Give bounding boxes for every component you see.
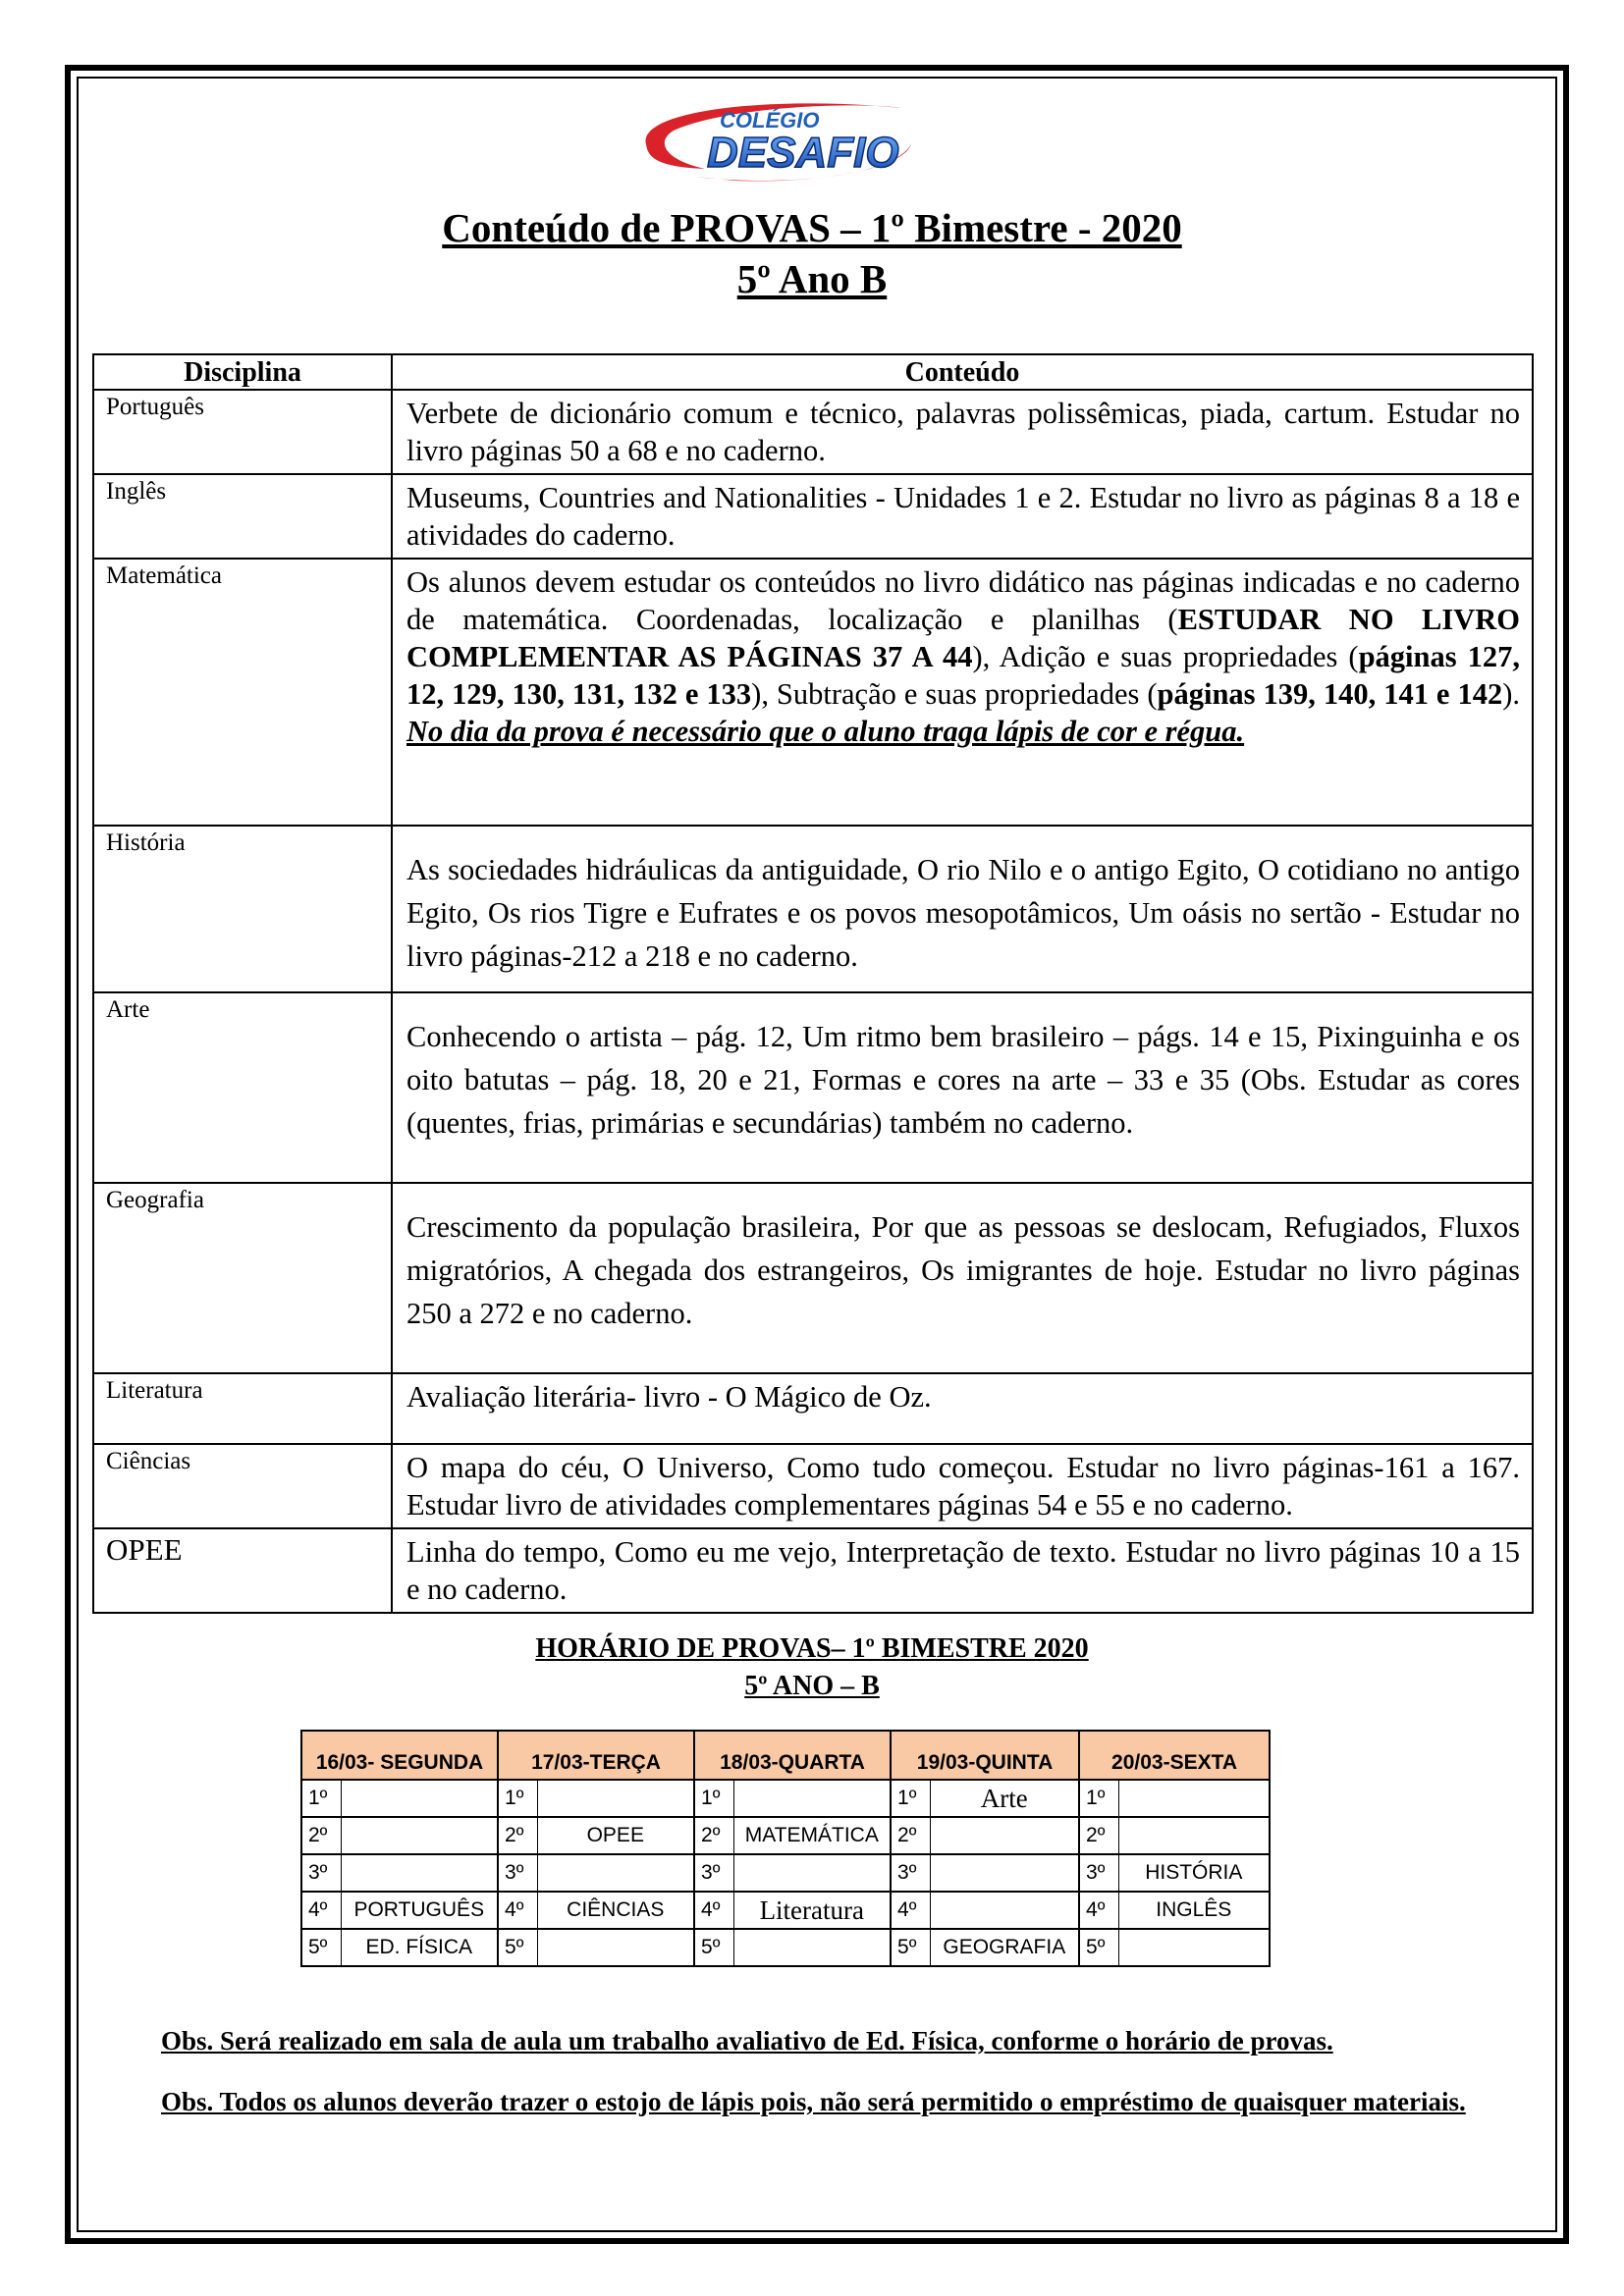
schedule-cell: [537, 1929, 694, 1966]
content-cell: Museums, Countries and Nationalities - Unidades 1 e 2. Estudar no livro as páginas 8 a 18 e atividades do caderno.: [392, 474, 1533, 559]
schedule-cell: Arte: [930, 1780, 1079, 1817]
header-disciplina: Disciplina: [93, 354, 392, 390]
period-label: 4º: [301, 1892, 341, 1929]
content-text: ), Subtração e suas propriedades (: [751, 677, 1158, 711]
table-row: [93, 1373, 1533, 1444]
content-cell: Avaliação literária- livro - O Mágico de Oz.: [392, 1373, 1533, 1444]
schedule-row: [301, 1817, 1270, 1854]
period-label: 2º: [498, 1817, 537, 1854]
schedule-cell: ED. FÍSICA: [341, 1929, 498, 1966]
table-header-row: [93, 354, 1533, 390]
schedule-cell: OPEE: [537, 1817, 694, 1854]
table-row: [93, 474, 1533, 559]
day-header: 16/03- SEGUNDA: [301, 1731, 498, 1780]
table-row: [93, 992, 1533, 1183]
schedule-cell: [537, 1780, 694, 1817]
schedule-subtitle: 5º ANO – B: [744, 1671, 880, 1701]
period-label: 4º: [891, 1892, 930, 1929]
period-label: 2º: [301, 1817, 341, 1854]
schedule-cell: MATEMÁTICA: [733, 1817, 891, 1854]
period-label: 5º: [301, 1929, 341, 1966]
period-label: 5º: [498, 1929, 537, 1966]
svg-text:DESAFIO: DESAFIO: [707, 129, 899, 177]
page-subtitle: 5º Ano B: [736, 256, 888, 301]
content-bold: páginas 139, 140, 141 e 142: [1157, 677, 1503, 711]
schedule-cell: [733, 1854, 891, 1892]
day-header: 19/03-QUINTA: [891, 1731, 1079, 1780]
period-label: 5º: [694, 1929, 733, 1966]
subject-cell: Literatura: [93, 1373, 392, 1444]
period-label: 3º: [891, 1854, 930, 1892]
period-label: 1º: [301, 1780, 341, 1817]
content-bold: ESTUDAR NO LIVRO COMPLEMENTAR AS PÁGINAS 37 A 44: [406, 603, 1521, 673]
table-row: [93, 1183, 1533, 1373]
schedule-row: [301, 1854, 1270, 1892]
period-label: 5º: [1079, 1929, 1118, 1966]
observation-2: Obs. Todos os alunos deverão trazer o estojo de lápis pois, não será permitido o empréstimo de quaisquer materiais.: [161, 2087, 1466, 2116]
school-logo: [617, 90, 931, 188]
period-label: 1º: [498, 1780, 537, 1817]
period-label: 1º: [694, 1780, 733, 1817]
content-cell: Conhecendo o artista – pág. 12, Um ritmo bem brasileiro – págs. 14 e 15, Pixinguinha e os oito batutas – pág. 18, 20 e 21, Formas e cores na arte – 33 e 35 (Obs. Estudar as cores (quentes, frias, primárias e secundárias) também no caderno.: [392, 992, 1533, 1183]
schedule-cell: GEOGRAFIA: [930, 1929, 1079, 1966]
subject-cell: Ciências: [93, 1444, 392, 1528]
subject-cell: Português: [93, 390, 392, 474]
schedule-cell: [733, 1929, 891, 1966]
content-cell: Crescimento da população brasileira, Por que as pessoas se deslocam, Refugiados, Fluxos migratórios, A chegada dos estrangeiros, Os imigrantes de hoje. Estudar no livro páginas 250 a 272 e no caderno.: [392, 1183, 1533, 1373]
schedule-title: HORÁRIO DE PROVAS– 1º BIMESTRE 2020: [535, 1633, 1089, 1664]
content-text: ).: [1502, 677, 1520, 711]
schedule-cell: INGLÊS: [1118, 1892, 1270, 1929]
schedule-row: [301, 1929, 1270, 1966]
content-text: Os alunos devem estudar os conteúdos no livro didático nas páginas indicadas e no caderno de matemática. Coordenadas, localização e planilhas (: [406, 565, 1520, 636]
schedule-cell: CIÊNCIAS: [537, 1892, 694, 1929]
content-note: No dia da prova é necessário que o aluno traga lápis de cor e régua.: [406, 715, 1245, 748]
schedule-table: [300, 1730, 1271, 1967]
schedule-header-row: [301, 1731, 1270, 1780]
content-bold: páginas 127, 12, 129, 130, 131, 132 e 133: [406, 640, 1520, 711]
content-table: [92, 353, 1534, 1614]
schedule-cell: [537, 1854, 694, 1892]
content-cell: As sociedades hidráulicas da antiguidade, O rio Nilo e o antigo Egito, O cotidiano no antigo Egito, Os rios Tigre e Eufrates e os povos mesopotâmicos, Um oásis no sertão - Estudar no livro páginas-212 a 218 e no caderno.: [392, 826, 1533, 992]
day-header: 18/03-QUARTA: [694, 1731, 891, 1780]
schedule-row: [301, 1892, 1270, 1929]
subject-cell: Arte: [93, 992, 392, 1183]
schedule-cell: [1118, 1929, 1270, 1966]
period-label: 5º: [891, 1929, 930, 1966]
schedule-cell: [341, 1854, 498, 1892]
table-row: [93, 390, 1533, 474]
schedule-row: [301, 1780, 1270, 1817]
day-header: 17/03-TERÇA: [498, 1731, 694, 1780]
schedule-cell: [1118, 1780, 1270, 1817]
table-row: [93, 826, 1533, 992]
observation-1: Obs. Será realizado em sala de aula um trabalho avaliativo de Ed. Física, conforme o horário de provas.: [161, 2026, 1333, 2056]
svg-text:COLÉGIO: COLÉGIO: [720, 108, 820, 133]
table-row: [93, 559, 1533, 826]
schedule-cell: [733, 1780, 891, 1817]
period-label: 4º: [498, 1892, 537, 1929]
period-label: 2º: [694, 1817, 733, 1854]
subject-cell: Geografia: [93, 1183, 392, 1373]
header-conteudo: Conteúdo: [392, 354, 1533, 390]
schedule-cell: Literatura: [733, 1892, 891, 1929]
period-label: 2º: [1079, 1817, 1118, 1854]
schedule-cell: PORTUGUÊS: [341, 1892, 498, 1929]
schedule-cell: [341, 1817, 498, 1854]
period-label: 4º: [1079, 1892, 1118, 1929]
subject-cell: OPEE: [93, 1528, 392, 1613]
content-text: ), Adição e suas propriedades (: [972, 640, 1359, 673]
schedule-cell: [1118, 1817, 1270, 1854]
period-label: 3º: [301, 1854, 341, 1892]
period-label: 3º: [694, 1854, 733, 1892]
content-cell: Verbete de dicionário comum e técnico, palavras polissêmicas, piada, cartum. Estudar no livro páginas 50 a 68 e no caderno.: [392, 390, 1533, 474]
period-label: 1º: [891, 1780, 930, 1817]
day-header: 20/03-SEXTA: [1079, 1731, 1270, 1780]
table-row: [93, 1444, 1533, 1528]
period-label: 2º: [891, 1817, 930, 1854]
schedule-cell: [341, 1780, 498, 1817]
content-cell: [392, 559, 1533, 826]
schedule-cell: [930, 1817, 1079, 1854]
table-row: [93, 1528, 1533, 1613]
content-cell: Linha do tempo, Como eu me vejo, Interpretação de texto. Estudar no livro páginas 10 a 15 e no caderno.: [392, 1528, 1533, 1613]
schedule-cell: HISTÓRIA: [1118, 1854, 1270, 1892]
subject-cell: Matemática: [93, 559, 392, 826]
period-label: 3º: [498, 1854, 537, 1892]
content-cell: O mapa do céu, O Universo, Como tudo começou. Estudar no livro páginas-161 a 167. Estudar livro de atividades complementares páginas 54 e 55 e no caderno.: [392, 1444, 1533, 1528]
schedule-cell: [930, 1854, 1079, 1892]
subject-cell: História: [93, 826, 392, 992]
period-label: 4º: [694, 1892, 733, 1929]
period-label: 3º: [1079, 1854, 1118, 1892]
subject-cell: Inglês: [93, 474, 392, 559]
page-title: Conteúdo de PROVAS – 1º Bimestre - 2020: [442, 205, 1182, 250]
schedule-cell: [930, 1892, 1079, 1929]
period-label: 1º: [1079, 1780, 1118, 1817]
